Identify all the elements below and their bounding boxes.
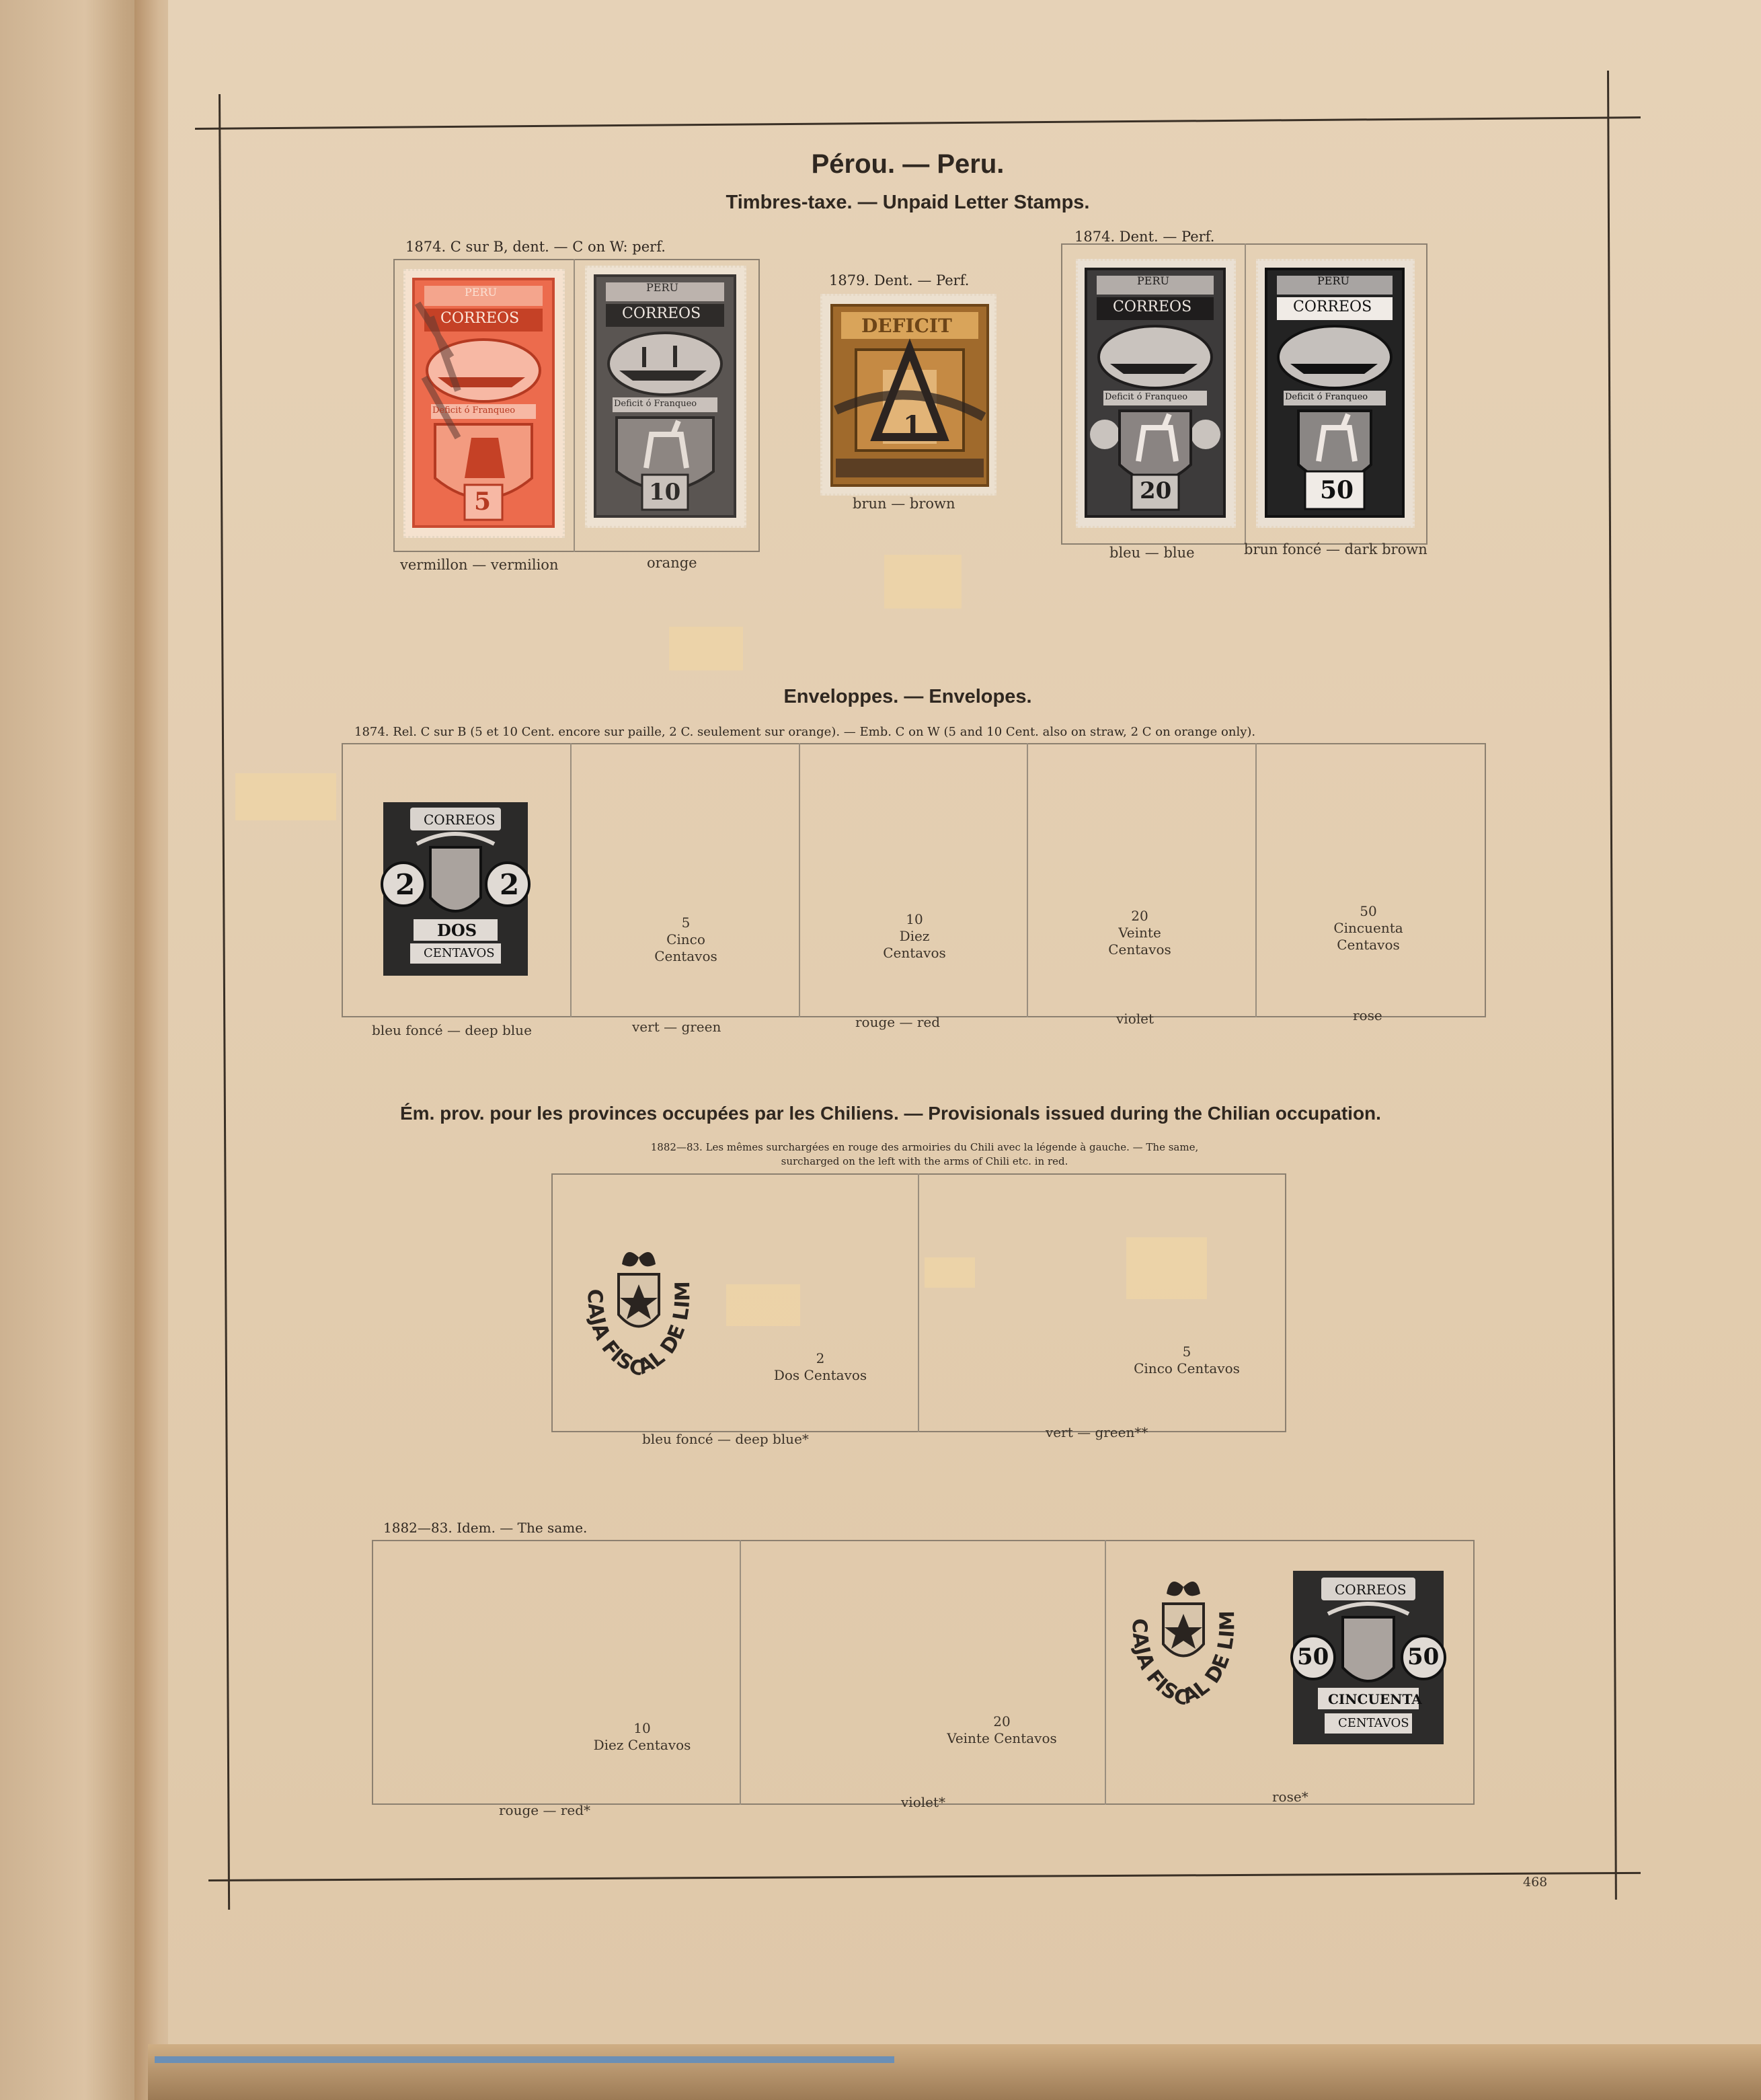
- env-cell-10: 10 Diez Centavos: [883, 911, 946, 961]
- env-divider: [1255, 743, 1257, 1017]
- prov2-divider: [740, 1540, 741, 1805]
- provisionals-heading: Ém. prov. pour les provinces occupées par les Chiliens. — Provisionals issued during the Chilian occupation.: [400, 1103, 1381, 1124]
- seal-caja-fiscal-2-art: [1116, 1573, 1251, 1715]
- env-caption-green: vert — green: [632, 1019, 721, 1035]
- env-divider: [1027, 743, 1028, 1017]
- envelopes-heading: Enveloppes. — Envelopes.: [783, 686, 1032, 707]
- env-cell-50: 50 Cincuenta Centavos: [1333, 903, 1403, 953]
- stamp-50-value: 50: [1320, 476, 1354, 504]
- caption-dark-brown: brun foncé — dark brown: [1244, 541, 1427, 557]
- envelope-stamp-value-right: 2: [500, 868, 520, 901]
- provisionals-note-line2: surcharged on the left with the arms of Chili etc. in red.: [781, 1155, 1068, 1167]
- env-caption-violet: violet: [1116, 1011, 1155, 1027]
- stamp-20-value: 20: [1140, 477, 1172, 504]
- stamp-5-ribbon: Deficit ó Franqueo: [432, 405, 516, 416]
- stamp-50-ribbon: Deficit ó Franqueo: [1285, 392, 1368, 402]
- env-divider: [570, 743, 572, 1017]
- stamp-10-value: 10: [649, 479, 681, 506]
- provisional-stamp-ribbon: CINCUENTA: [1328, 1691, 1422, 1707]
- envelope-stamp-ribbon: DOS: [437, 921, 477, 940]
- prov-cell-20: 20 Veinte Centavos: [947, 1713, 1057, 1746]
- book-bottom-edge: [148, 2044, 1761, 2100]
- stamp-10-ribbon: Deficit ó Franqueo: [614, 399, 697, 409]
- group3-note: 1874. Dent. — Perf.: [1074, 229, 1215, 245]
- prov1-divider: [918, 1173, 919, 1432]
- env-caption-deep-blue: bleu foncé — deep blue: [372, 1022, 532, 1038]
- page-subtitle: Timbres-taxe. — Unpaid Letter Stamps.: [726, 192, 1090, 213]
- provisionals-note-line1: 1882—83. Les mêmes surchargées en rouge des armoiries du Chili avec la légende à gauche. — The same,: [650, 1141, 1199, 1153]
- envelope-stamp-band: CORREOS: [424, 812, 496, 828]
- envelopes-note: 1874. Rel. C sur B (5 et 10 Cent. encore sur paille, 2 C. seulement sur orange). — Emb. C on W (5 and 10 Cent. also on straw, 2 C on orange only).: [354, 725, 1256, 739]
- caption-vermilion: vermillon — vermilion: [400, 557, 559, 573]
- prov-caption-green: vert — green**: [1046, 1424, 1148, 1440]
- provisional-stamp-50: [1288, 1567, 1449, 1748]
- seal-text-2: CAJA FISCAL DE LIM: [1127, 1610, 1240, 1711]
- hinge-remnant: [726, 1284, 800, 1326]
- envelope-stamp-value-left: 2: [395, 868, 416, 901]
- prov-caption-red: rouge — red*: [499, 1802, 591, 1818]
- page-title: Pérou. — Peru.: [811, 149, 1005, 179]
- caption-blue: bleu — blue: [1109, 545, 1195, 561]
- env-cell-20: 20 Veinte Centavos: [1108, 908, 1171, 958]
- stamp-10-orange: [585, 266, 746, 528]
- stamp-deficit-value: 1: [903, 410, 922, 442]
- page-number: 468: [1523, 1875, 1548, 1890]
- stamp-50-band: CORREOS: [1293, 299, 1372, 315]
- stamp-50-darkbrown: [1256, 259, 1415, 528]
- hinge-remnant: [669, 627, 743, 670]
- provisionals-note-2: 1882—83. Idem. — The same.: [383, 1520, 588, 1536]
- prov2-divider: [1105, 1540, 1106, 1805]
- caption-brown: brun — brown: [853, 496, 955, 512]
- stamp-deficit-brown: [820, 294, 996, 496]
- blue-cover-edge: [155, 2056, 894, 2063]
- env-caption-red: rouge — red: [855, 1014, 941, 1030]
- prov-cell-10: 10 Diez Centavos: [593, 1720, 691, 1753]
- stamp-10-band: CORREOS: [622, 305, 701, 322]
- prov-cell-5: 5 Cinco Centavos: [1134, 1344, 1240, 1376]
- group1-note: 1874. C sur B, dent. — C on W: perf.: [405, 239, 666, 255]
- env-divider: [799, 743, 800, 1017]
- hinge-remnant: [884, 555, 962, 609]
- envelope-stamp-2: [377, 797, 535, 982]
- env-caption-rose: rose: [1353, 1007, 1382, 1023]
- hinge-remnant: [1126, 1237, 1207, 1299]
- group2-note: 1879. Dent. — Perf.: [829, 272, 970, 288]
- stamp-5-value: 5: [474, 488, 492, 516]
- envelope-stamp-bottom: CENTAVOS: [424, 946, 495, 960]
- stamp-10-top: PERU: [646, 281, 678, 294]
- group1-divider: [574, 259, 575, 552]
- stamp-20-ribbon: Deficit ó Franqueo: [1105, 392, 1188, 402]
- env-cell-5: 5 Cinco Centavos: [654, 915, 717, 964]
- provisional-stamp-bottom: CENTAVOS: [1338, 1716, 1409, 1730]
- provisional-stamp-value-right: 50: [1407, 1643, 1440, 1670]
- stamp-5-top: PERU: [465, 286, 497, 299]
- seal-caja-fiscal-1: [572, 1244, 706, 1385]
- stamp-5-vermilion: [403, 269, 565, 538]
- seal-caja-fiscal-2: [1116, 1573, 1251, 1715]
- album-binding: [0, 0, 155, 2100]
- prov-cell-2: 2 Dos Centavos: [773, 1350, 867, 1383]
- group3-divider: [1245, 243, 1246, 545]
- caption-orange: orange: [647, 555, 697, 571]
- provisional-stamp-band: CORREOS: [1335, 1582, 1407, 1598]
- prov-caption-rose: rose*: [1272, 1789, 1308, 1805]
- stamp-20-top: PERU: [1137, 274, 1169, 287]
- stamp-5-band: CORREOS: [440, 310, 520, 327]
- prov-caption-deep-blue: bleu foncé — deep blue*: [642, 1431, 809, 1447]
- hinge-remnant: [235, 773, 336, 820]
- stamp-50-top: PERU: [1317, 274, 1349, 287]
- stamp-20-band: CORREOS: [1113, 299, 1192, 315]
- provisional-stamp-value-left: 50: [1297, 1643, 1329, 1670]
- hinge-remnant: [925, 1257, 975, 1288]
- seal-caja-fiscal-1-art: [572, 1244, 706, 1385]
- seal-text-1: CAJA FISCAL DE LIM: [582, 1281, 695, 1382]
- stamp-deficit-band: DEFICIT: [861, 315, 952, 337]
- prov-caption-violet: violet*: [901, 1794, 946, 1810]
- stamp-20-blue: [1076, 259, 1236, 528]
